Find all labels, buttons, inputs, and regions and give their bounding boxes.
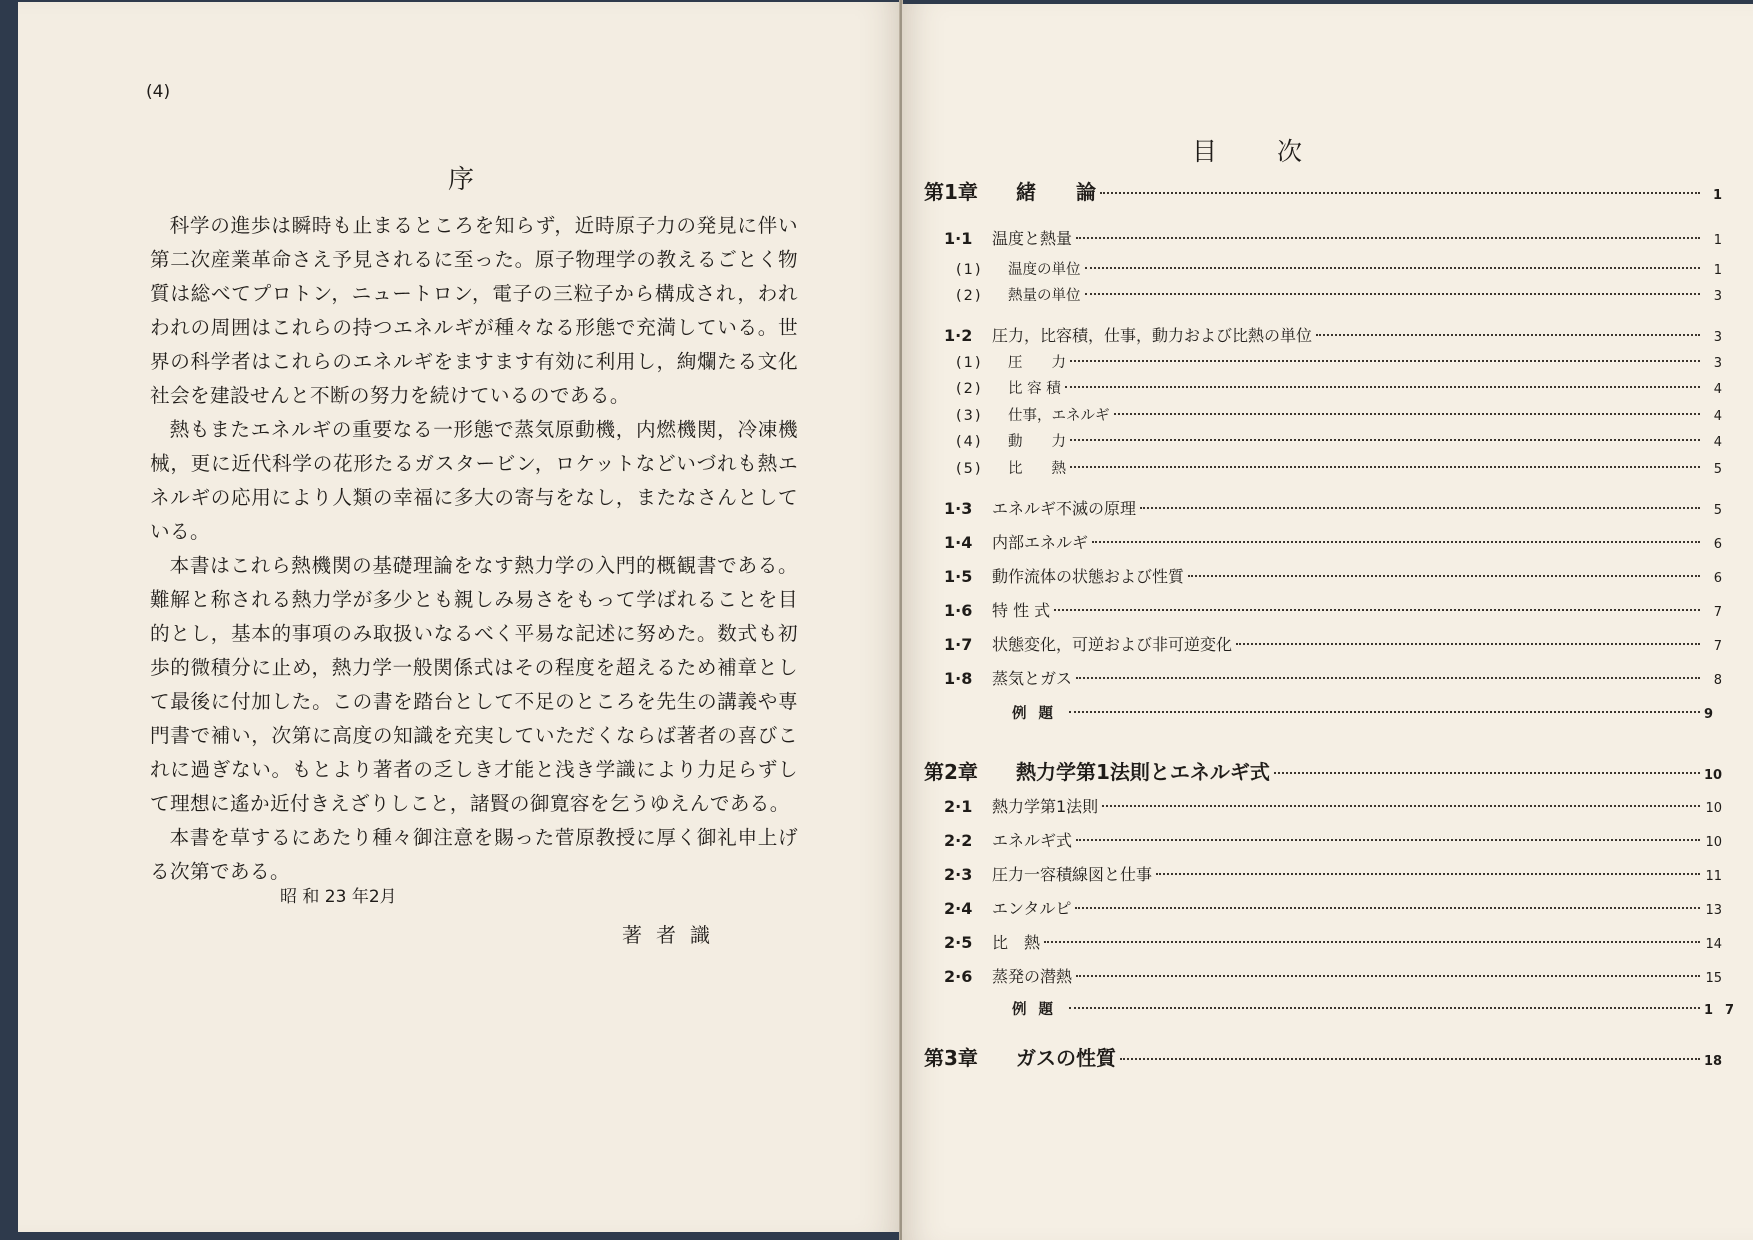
toc-page-number: 18 (1704, 1054, 1723, 1069)
toc-label: 圧 力 (1008, 355, 1066, 371)
toc-label: エネルギ不滅の原理 (992, 499, 1137, 518)
preface-title: 序 (448, 165, 475, 195)
toc-leader-dots (1076, 237, 1700, 239)
toc-leader-dots (1316, 334, 1700, 336)
toc-entry-sub (956, 430, 1722, 451)
toc-number: 1·7 (944, 635, 973, 654)
toc-page-number: 10 (1704, 768, 1723, 783)
toc-label: 内部エネルギ (992, 533, 1089, 552)
toc-entry-example (1012, 998, 1747, 1019)
toc-number: (1) (956, 355, 983, 371)
toc-page-number: 14 (1705, 937, 1722, 952)
preface-body (150, 209, 798, 889)
right-page-toc (902, 4, 1753, 1240)
toc-label: 温度と熱量 (992, 229, 1073, 248)
toc-page-number: 6 (1713, 571, 1722, 586)
toc-entry-chapter (924, 756, 1722, 785)
toc-label: 圧力一容積線図と仕事 (992, 865, 1153, 884)
toc-page-number: 10 (1705, 801, 1722, 816)
toc-page-number: 9 (1704, 707, 1726, 722)
toc-entry-sub (956, 457, 1722, 478)
page-number: (4) (146, 82, 171, 102)
toc-number: (1) (956, 262, 983, 278)
toc-label: エンタルピ (992, 899, 1072, 918)
toc-page-number: 8 (1713, 673, 1722, 688)
toc-entry-section (944, 666, 1722, 689)
toc-number: 1·6 (944, 601, 973, 620)
toc-leader-dots (1070, 360, 1700, 362)
toc-leader-dots (1054, 609, 1700, 611)
toc-leader-dots (1114, 413, 1701, 415)
toc-label: 動作流体の状態および性質 (992, 567, 1185, 586)
toc-leader-dots (1156, 873, 1700, 875)
toc-leader-dots (1044, 941, 1700, 943)
toc-number: 2·3 (944, 865, 973, 884)
toc-number: 第2章 (924, 760, 978, 784)
toc-label: 熱力学第1法則 (992, 797, 1099, 816)
toc-number: 2·4 (944, 899, 973, 918)
toc-leader-dots (1085, 293, 1701, 295)
toc-page-number: 1 (1712, 188, 1722, 203)
toc-page-number: 11 (1705, 869, 1722, 884)
toc-leader-dots (1065, 386, 1700, 388)
toc-leader-dots (1100, 192, 1700, 194)
toc-entry-section (944, 862, 1722, 885)
toc-page-number: 3 (1713, 356, 1722, 371)
toc-label: 比 熱 (1008, 461, 1066, 477)
toc-page-number: 7 (1713, 639, 1722, 654)
toc-entry-chapter (924, 1042, 1722, 1071)
toc-label: 特 性 式 (992, 601, 1051, 620)
toc-page-number: 1 (1713, 233, 1722, 248)
toc-number: 2·2 (944, 831, 973, 850)
toc-page-number: 6 (1713, 537, 1722, 552)
toc-label: 状態変化，可逆および非可逆変化 (992, 635, 1233, 654)
toc-entry-chapter (924, 176, 1722, 205)
toc-leader-dots (1102, 805, 1700, 807)
toc-entry-sub (956, 404, 1722, 425)
toc-entry-section (944, 896, 1722, 919)
toc-leader-dots (1140, 507, 1700, 509)
toc-number: 第1章 (924, 180, 978, 204)
toc-entry-sub (956, 258, 1722, 279)
toc-label: 比 容 積 (1008, 381, 1061, 397)
toc-page-number: 3 (1713, 289, 1722, 304)
toc-page-number: 13 (1705, 903, 1722, 918)
toc-entry-sub (956, 284, 1722, 305)
toc-leader-dots (1076, 839, 1700, 841)
toc-page-number: 7 (1713, 605, 1722, 620)
toc-leader-dots (1076, 677, 1700, 679)
toc-number: 2·5 (944, 933, 973, 952)
toc-number: 1·3 (944, 499, 973, 518)
toc-number: 2·6 (944, 967, 973, 986)
toc-entry-sub (956, 377, 1722, 398)
toc-page-number: 1 (1713, 263, 1722, 278)
toc-entry-section (944, 964, 1722, 987)
left-page-preface (18, 2, 902, 1232)
toc-leader-dots (1076, 975, 1700, 977)
toc-leader-dots (1188, 575, 1700, 577)
toc-page-number: 5 (1713, 462, 1722, 477)
toc-page-number: 15 (1705, 971, 1722, 986)
toc-label: エネルギ式 (992, 831, 1073, 850)
preface-date: 昭 和 23 年2月 (280, 887, 397, 907)
toc-number: 2·1 (944, 797, 973, 816)
preface-paragraph: 本書を草するにあたり種々御注意を賜った菅原教授に厚く御礼申上げる次第である。 (150, 826, 798, 883)
toc-label: ガスの性質 (1016, 1046, 1116, 1070)
preface-paragraph: 本書はこれら熱機関の基礎理論をなす熱力学の入門的概観書である。難解と称される熱力学が多少とも親しみ易さをもって学ばれることを目的とし，基本的事項のみ取扱いなるべく平易な記述に努めた。数式も初歩的微積分に止め，熱力学一般関係式はその程度を超えるため補章として最後に付加した。この書を踏台として不足のところを先生の講義や専門書で補い，次第に高度の知識を充実していただくならば著者の喜びこれに過ぎない。もとより著者の乏しき才能と浅き学識により力足らずして理想に遙か近付きえざりしこと，諸賢の御寛容を乞うゆえんである。 (150, 554, 798, 815)
preface-signature: 著者識 (622, 923, 724, 947)
toc-label: 熱力学第1法則とエネルギ式 (1016, 760, 1270, 784)
preface-paragraph: 熱もまたエネルギの重要なる一形態で蒸気原動機，内燃機関，冷凍機械，更に近代科学の花形たるガスタービン，ロケットなどいづれも熱エネルギの応用により人類の幸福に多大の寄与をなし，またなさんとしている。 (150, 418, 798, 543)
toc-entry-section (944, 794, 1722, 817)
toc-leader-dots (1236, 643, 1700, 645)
toc-leader-dots (1120, 1058, 1700, 1060)
toc-page-number: 4 (1713, 409, 1722, 424)
toc-entry-section (944, 226, 1722, 249)
toc-number: (2) (956, 288, 983, 304)
toc-label: 例題 (1012, 1002, 1065, 1018)
toc-number: 1·8 (944, 669, 973, 688)
toc-label: 例題 (1012, 706, 1065, 722)
toc-page-number: 17 (1704, 1003, 1747, 1018)
toc-leader-dots (1274, 772, 1700, 774)
toc-entry-section (944, 564, 1722, 587)
toc-number: 第3章 (924, 1046, 978, 1070)
toc-label: 緒 論 (1016, 180, 1096, 204)
toc-number: (3) (956, 408, 983, 424)
toc-label: 仕事，エネルギ (1008, 408, 1110, 424)
toc-leader-dots (1085, 267, 1701, 269)
toc-number: 1·2 (944, 326, 973, 345)
toc-entry-section (944, 323, 1722, 346)
toc-label: 熱量の単位 (1008, 288, 1081, 304)
toc-label: 圧力，比容積，仕事，動力および比熱の単位 (992, 326, 1313, 345)
toc-entry-section (944, 930, 1722, 953)
preface-paragraph: 科学の進歩は瞬時も止まるところを知らず，近時原子力の発見に伴い第二次産業革命さえ予見されるに至った。原子物理学の教えるごとく物質は総べてプロトン，ニュートロン，電子の三粒子から構成され，われわれの周囲はこれらの持つエネルギが種々なる形態で充満している。世界の科学者はこれらのエネルギをますます有効に利用し，絢爛たる文化社会を建設せんと不断の努力を続けているのである。 (150, 214, 798, 407)
toc-title: 目次 (1192, 137, 1363, 166)
toc-number: 1·5 (944, 567, 973, 586)
toc-number: 1·1 (944, 229, 973, 248)
toc-label: 比 熱 (992, 933, 1041, 952)
toc-label: 蒸気とガス (992, 669, 1073, 688)
toc-entry-section (944, 530, 1722, 553)
toc-page-number: 3 (1713, 330, 1722, 345)
toc-leader-dots (1070, 466, 1700, 468)
toc-number: (2) (956, 381, 983, 397)
toc-entry-section (944, 598, 1722, 621)
toc-number: (4) (956, 434, 983, 450)
toc-page-number: 4 (1713, 382, 1722, 397)
toc-label: 蒸発の潜熱 (992, 967, 1073, 986)
toc-entry-example (1012, 702, 1726, 723)
toc-entry-section (944, 496, 1722, 519)
toc-page-number: 10 (1705, 835, 1722, 850)
toc-page-number: 4 (1713, 435, 1722, 450)
toc-leader-dots (1069, 1007, 1700, 1009)
toc-entry-section (944, 828, 1722, 851)
toc-number: (5) (956, 461, 983, 477)
toc-entry-section (944, 632, 1722, 655)
toc-label: 動 力 (1008, 434, 1066, 450)
toc-number: 1·4 (944, 533, 973, 552)
toc-label: 温度の単位 (1008, 262, 1081, 278)
toc-leader-dots (1070, 439, 1700, 441)
toc-leader-dots (1069, 711, 1700, 713)
toc-leader-dots (1092, 541, 1700, 543)
toc-page-number: 5 (1713, 503, 1722, 518)
toc-entry-sub (956, 351, 1722, 372)
toc-leader-dots (1075, 907, 1700, 909)
